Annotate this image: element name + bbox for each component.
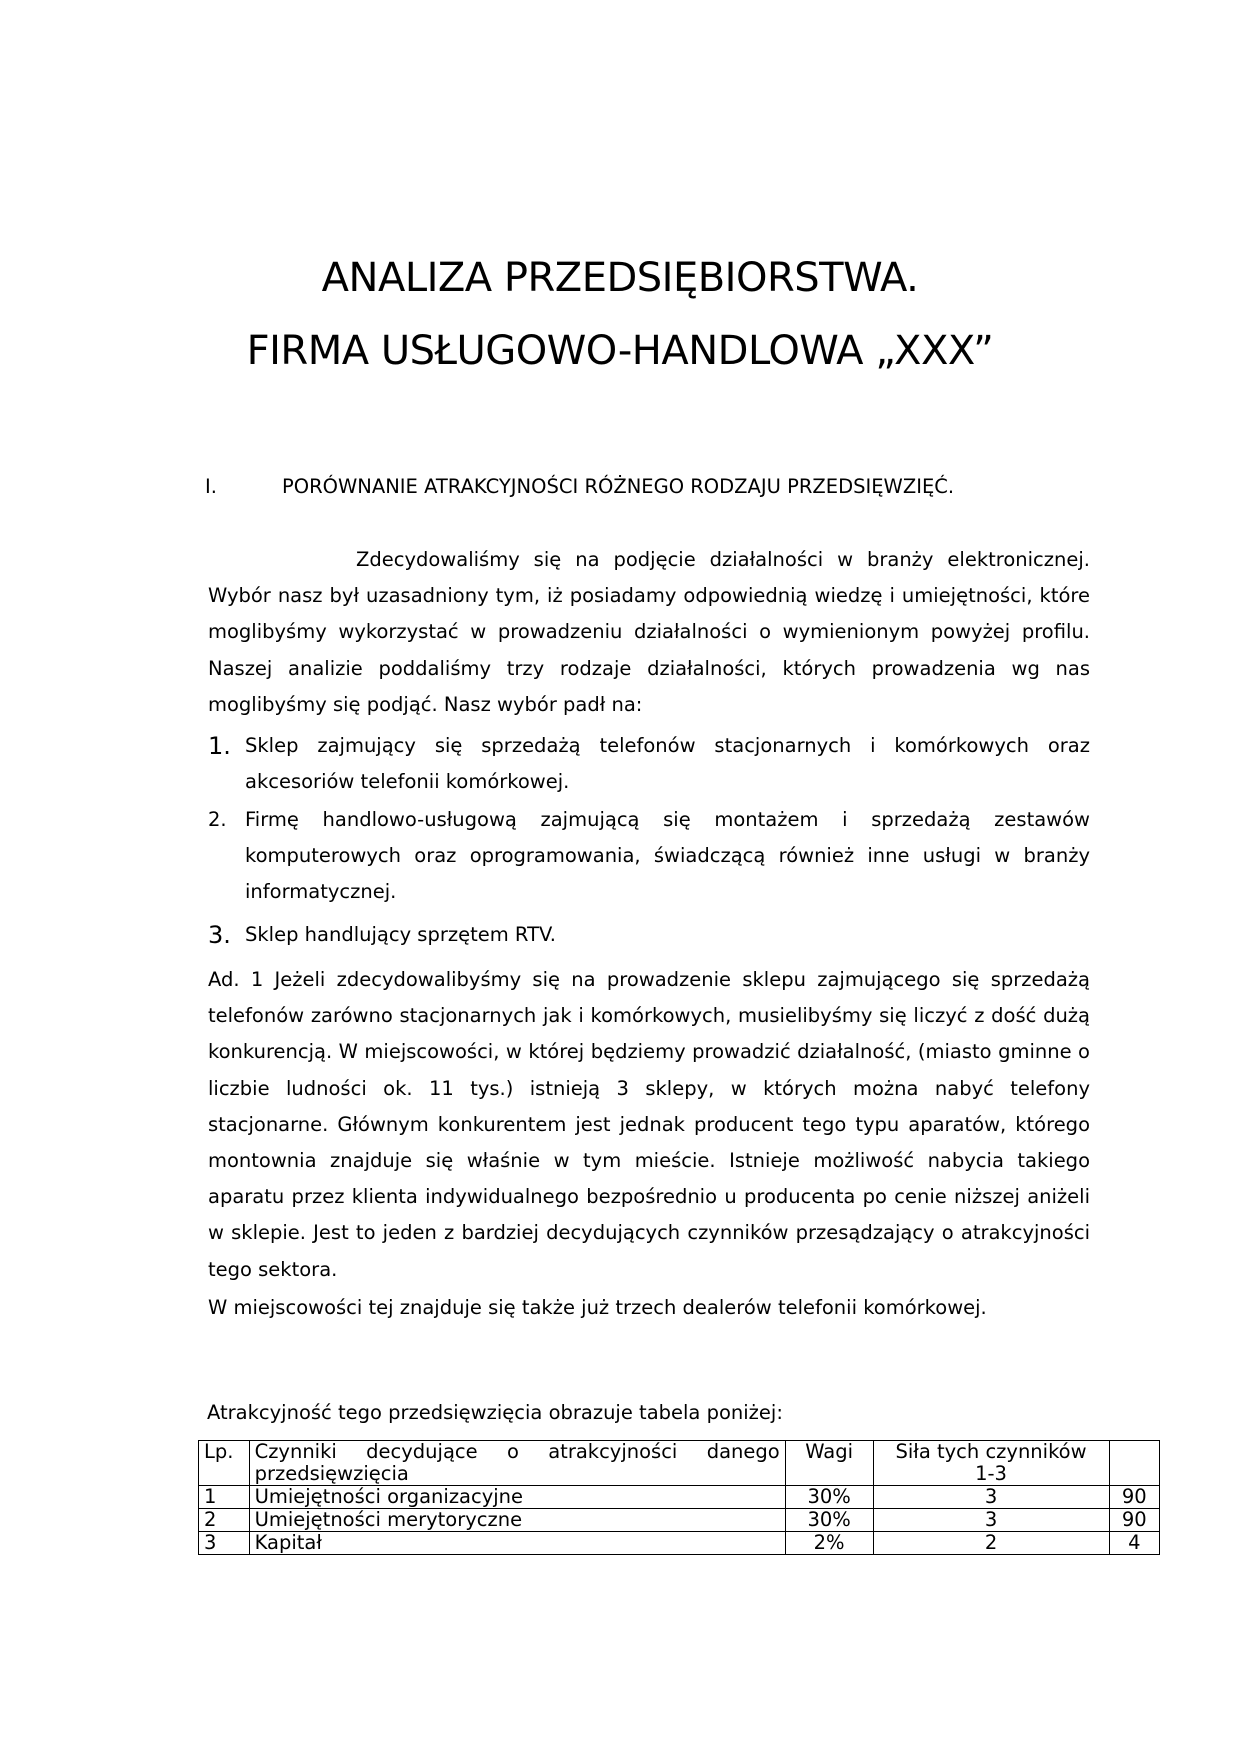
table-caption: Atrakcyjność tego przedsięwzięcia obrazuje tabela poniżej: — [207, 1401, 783, 1424]
cell-result: 90 — [1109, 1509, 1159, 1532]
list-item — [208, 802, 1090, 911]
cell-factor: Umiejętności merytoryczne — [249, 1509, 785, 1532]
intro-paragraph: Zdecydowaliśmy się na podjęcie działalności w branży elektronicznej. Wybór nasz był uzasadniony tym, iż posiadamy odpowiednią wiedzę i umiejętności, które moglibyśmy wykorzystać w prowadzeniu działalności o wymienionym powyżej profilu. Naszej analizie poddaliśmy trzy rodzaje działalności, których prowadzenia wg nas moglibyśmy się podjąć. Nasz wybór padł na: — [208, 548, 1090, 716]
list-item — [208, 917, 1090, 953]
options-list-part3 — [208, 917, 1090, 953]
attractiveness-table — [198, 1440, 1160, 1555]
cell-weight: 2% — [785, 1532, 873, 1555]
list-marker: 1. — [208, 732, 231, 760]
cell-factor: Kapitał — [249, 1532, 785, 1555]
table-row — [199, 1532, 1160, 1555]
cell-strength: 2 — [873, 1532, 1109, 1555]
document-title-line1: ANALIZA PRZEDSIĘBIORSTWA. — [321, 255, 919, 301]
list-item — [208, 728, 1090, 800]
options-list-part1 — [208, 728, 1090, 800]
cell-result: 90 — [1109, 1486, 1159, 1509]
header-strength-line2: 1-3 — [975, 1462, 1007, 1485]
section-number: I. — [205, 475, 217, 498]
ad1-paragraph: Ad. 1 Jeżeli zdecydowalibyśmy się na prowadzenie sklepu zajmującego się sprzedażą telefonów zarówno stacjonarnych jak i komórkowych, musielibyśmy się liczyć z dość dużą konkurencją. W miejscowości, w której będziemy prowadzić działalność, (miasto gminne o liczbie ludności ok. 11 tys.) istnieją 3 sklepy, w których można nabyć telefony stacjonarne. Głównym konkurentem jest jednak producent tego typu aparatów, którego montownia znajduje się właśnie w tym mieście. Istnieje możliwość nabycia takiego aparatu przez klienta indywidualnego bezpośrednio u producenta po cenie niższej aniżeli w sklepie. Jest to jeden z bardziej decydujących czynników przesądzający o atrakcyjności tego sektora. — [208, 968, 1090, 1281]
cell-strength: 3 — [873, 1486, 1109, 1509]
list-marker: 3. — [208, 921, 231, 949]
header-factors — [249, 1441, 785, 1486]
table-row — [199, 1509, 1160, 1532]
dealers-paragraph: W miejscowości tej znajduje się także już trzech dealerów telefonii komórkowej. — [208, 1296, 987, 1319]
list-item-text: Sklep zajmujący się sprzedażą telefonów stacjonarnych i komórkowych oraz akcesoriów telefonii komórkowej. — [245, 734, 1090, 794]
cell-lp: 3 — [199, 1532, 250, 1555]
cell-strength: 3 — [873, 1509, 1109, 1532]
document-title-line2: FIRMA USŁUGOWO-HANDLOWA „XXX” — [246, 328, 994, 374]
cell-lp: 1 — [199, 1486, 250, 1509]
cell-weight: 30% — [785, 1509, 873, 1532]
list-marker: 2. — [208, 808, 227, 831]
cell-factor: Umiejętności organizacyjne — [249, 1486, 785, 1509]
header-lp: Lp. — [199, 1441, 250, 1486]
list-item-text: Sklep handlujący sprzętem RTV. — [245, 923, 557, 946]
cell-result: 4 — [1109, 1532, 1159, 1555]
cell-lp: 2 — [199, 1509, 250, 1532]
cell-weight: 30% — [785, 1486, 873, 1509]
header-factors-line2: przedsięwzięcia — [254, 1462, 409, 1485]
header-result — [1109, 1441, 1159, 1486]
header-strength-line1: Siła tych czynników — [895, 1440, 1087, 1463]
header-strength — [873, 1441, 1109, 1486]
list-item-text: Firmę handlowo-usługową zajmującą się montażem i sprzedażą zestawów komputerowych oraz oprogramowania, świadczącą również inne usługi w branży informatycznej. — [245, 808, 1090, 904]
header-factors-line1: Czynniki decydujące o atrakcyjności danego — [254, 1440, 780, 1463]
section-heading — [205, 475, 954, 498]
options-list-part2 — [208, 802, 1090, 911]
table-row — [199, 1486, 1160, 1509]
section-title: PORÓWNANIE ATRAKCYJNOŚCI RÓŻNEGO RODZAJU PRZEDSIĘWZIĘĆ. — [282, 475, 955, 498]
table-header-row — [199, 1441, 1160, 1486]
header-weights: Wagi — [785, 1441, 873, 1486]
